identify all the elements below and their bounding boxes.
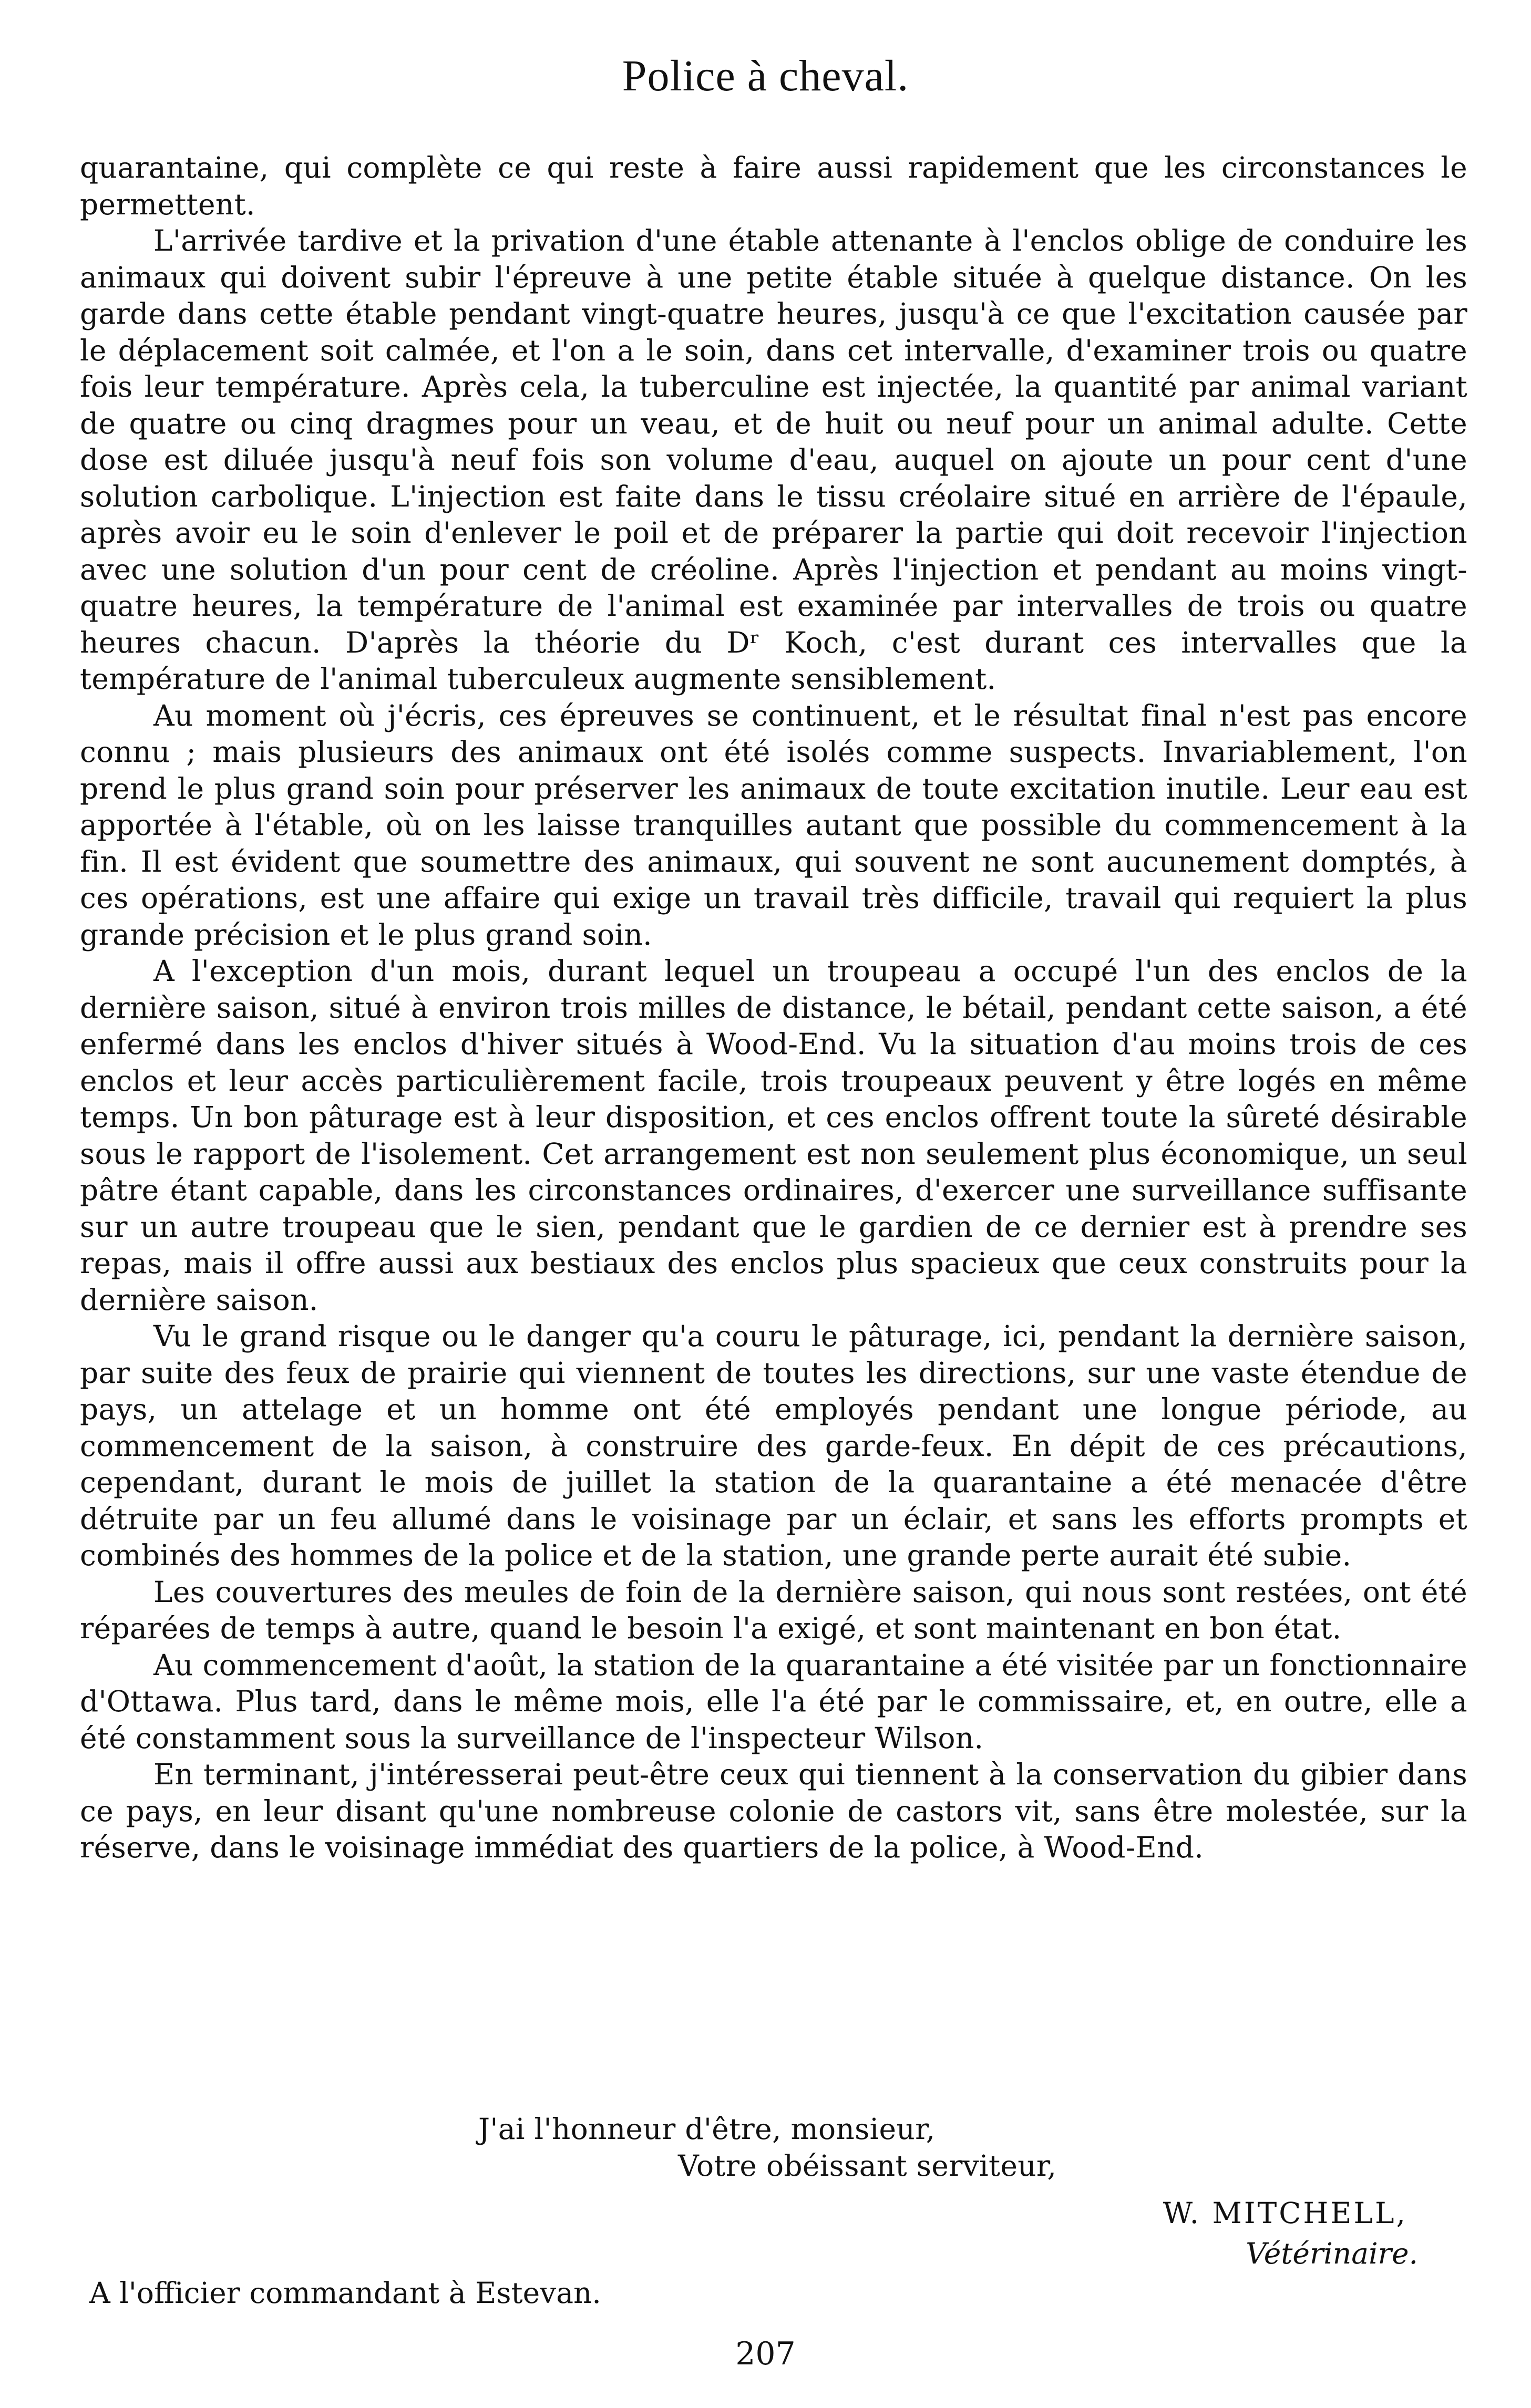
paragraph-haystacks: Les couvertures des meules de foin de la dernière saison, qui nous sont restées, ont été réparées de temps à autre, quand le besoin l'a exigé, et sont maintenant en bon état.	[80, 1575, 1467, 1645]
paragraph-beaver-colony: En terminant, j'intéresserai peut-être ceux qui tiennent à la conservation du gibier dans ce pays, en leur disant qu'une nombreuse colonie de castors vit, sans être molestée, sur la réserve, dans le voisinage immédiat des quartiers de la police, à Wood-End.	[80, 1758, 1467, 1864]
paragraph-prairie-fires: Vu le grand risque ou le danger qu'a couru le pâturage, ici, pendant la dernière saison, par suite des feux de prairie qui viennent de toutes les directions, sur une vaste étendue de pays, un attelage et un homme ont été employés pendant une longue période, au commencement de la saison, à construire des garde-feux. En dépit de ces précautions, cependant, durant le mois de juillet la station de la quarantaine a été menacée d'être détruite par un feu allumé dans le voisinage par un éclair, et sans les efforts prompts et combinés des hommes de la police et de la station, une grande perte aurait été subie.	[80, 1319, 1467, 1572]
paragraph-winter-enclosures: A l'exception d'un mois, durant lequel un troupeau a occupé l'un des enclos de la dernière saison, situé à environ trois milles de distance, le bétail, pendant cette saison, a été enfermé dans les enclos d'hiver situés à Wood-End. Vu la situation d'au moins trois de ces enclos et leur accès particulièrement facile, trois troupeaux peuvent y être logés en même temps. Un bon pâturage est à leur disposition, et ces enclos offrent toute la sûreté désirable sous le rapport de l'isolement. Cet arrangement est non seulement plus économique, un seul pâtre étant capable, dans les circonstances ordinaires, d'exercer une surveillance suffisante sur un autre troupeau que le sien, pendant que le gardien de ce dernier est à prendre ses repas, mais il offre aussi aux bestiaux des enclos plus spacieux que ceux construits pour la dernière saison.	[80, 954, 1467, 1317]
addressee: A l'officier commandant à Estevan.	[89, 2276, 601, 2310]
report-body	[80, 150, 1467, 1866]
closing-line-1: J'ai l'honneur d'être, monsieur,	[478, 2112, 936, 2146]
paragraph-tuberculin-procedure: L'arrivée tardive et la privation d'une étable attenante à l'enclos oblige de conduire les animaux qui doivent subir l'épreuve à une petite étable située à quelque distance. On les garde dans cette étable pendant vingt-quatre heures, jusqu'à ce que l'excitation causée par le déplacement soit calmée, et l'on a le soin, dans cet intervalle, d'examiner trois ou quatre fois leur température. Après cela, la tuberculine est injectée, la quantité par animal variant de quatre ou cinq dragmes pour un veau, et de huit ou neuf pour un animal adulte. Cette dose est diluée jusqu'à neuf fois son volume d'eau, auquel on ajoute un pour cent d'une solution carbolique. L'injection est faite dans le tissu créolaire situé en arrière de l'épaule, après avoir eu le soin d'enlever le poil et de préparer la partie qui doit recevoir l'injection avec une solution d'un pour cent de créoline. Après l'injection et pendant au moins vingt-quatre heures, la température de l'animal est examinée par intervalles de trois ou quatre heures chacun. D'après la théorie du Dʳ Koch, c'est durant ces intervalles que la température de l'animal tuberculeux augmente sensiblement.	[80, 224, 1467, 696]
page-number: 207	[735, 2335, 796, 2372]
signature-title: Vétérinaire.	[1246, 2237, 1418, 2270]
paragraph-inspections: Au commencement d'août, la station de la quarantaine a été visitée par un fonctionnaire d'Ottawa. Plus tard, dans le même mois, elle l'a été par le commissaire, et, en outre, elle a été constamment sous la surveillance de l'inspecteur Wilson.	[80, 1648, 1467, 1755]
paragraph-test-results: Au moment où j'écris, ces épreuves se continuent, et le résultat final n'est pas encore connu ; mais plusieurs des animaux ont été isolés comme suspects. Invariablement, l'on prend le plus grand soin pour préserver les animaux de toute excitation inutile. Leur eau est apportée à l'étable, où on les laisse tranquilles autant que possible du commencement à la fin. Il est évident que soumettre des animaux, qui souvent ne sont aucunement domptés, à ces opérations, est une affaire qui exige un travail très difficile, travail qui requiert la plus grande précision et le plus grand soin.	[80, 698, 1467, 952]
paragraph-continuation: quarantaine, qui complète ce qui reste à faire aussi rapidement que les circonstances le permettent.	[80, 151, 1467, 221]
closing-line-2: Votre obéissant serviteur,	[678, 2149, 1057, 2183]
signature-name: W. MITCHELL,	[1163, 2196, 1407, 2230]
running-head: Police à cheval.	[622, 51, 909, 100]
